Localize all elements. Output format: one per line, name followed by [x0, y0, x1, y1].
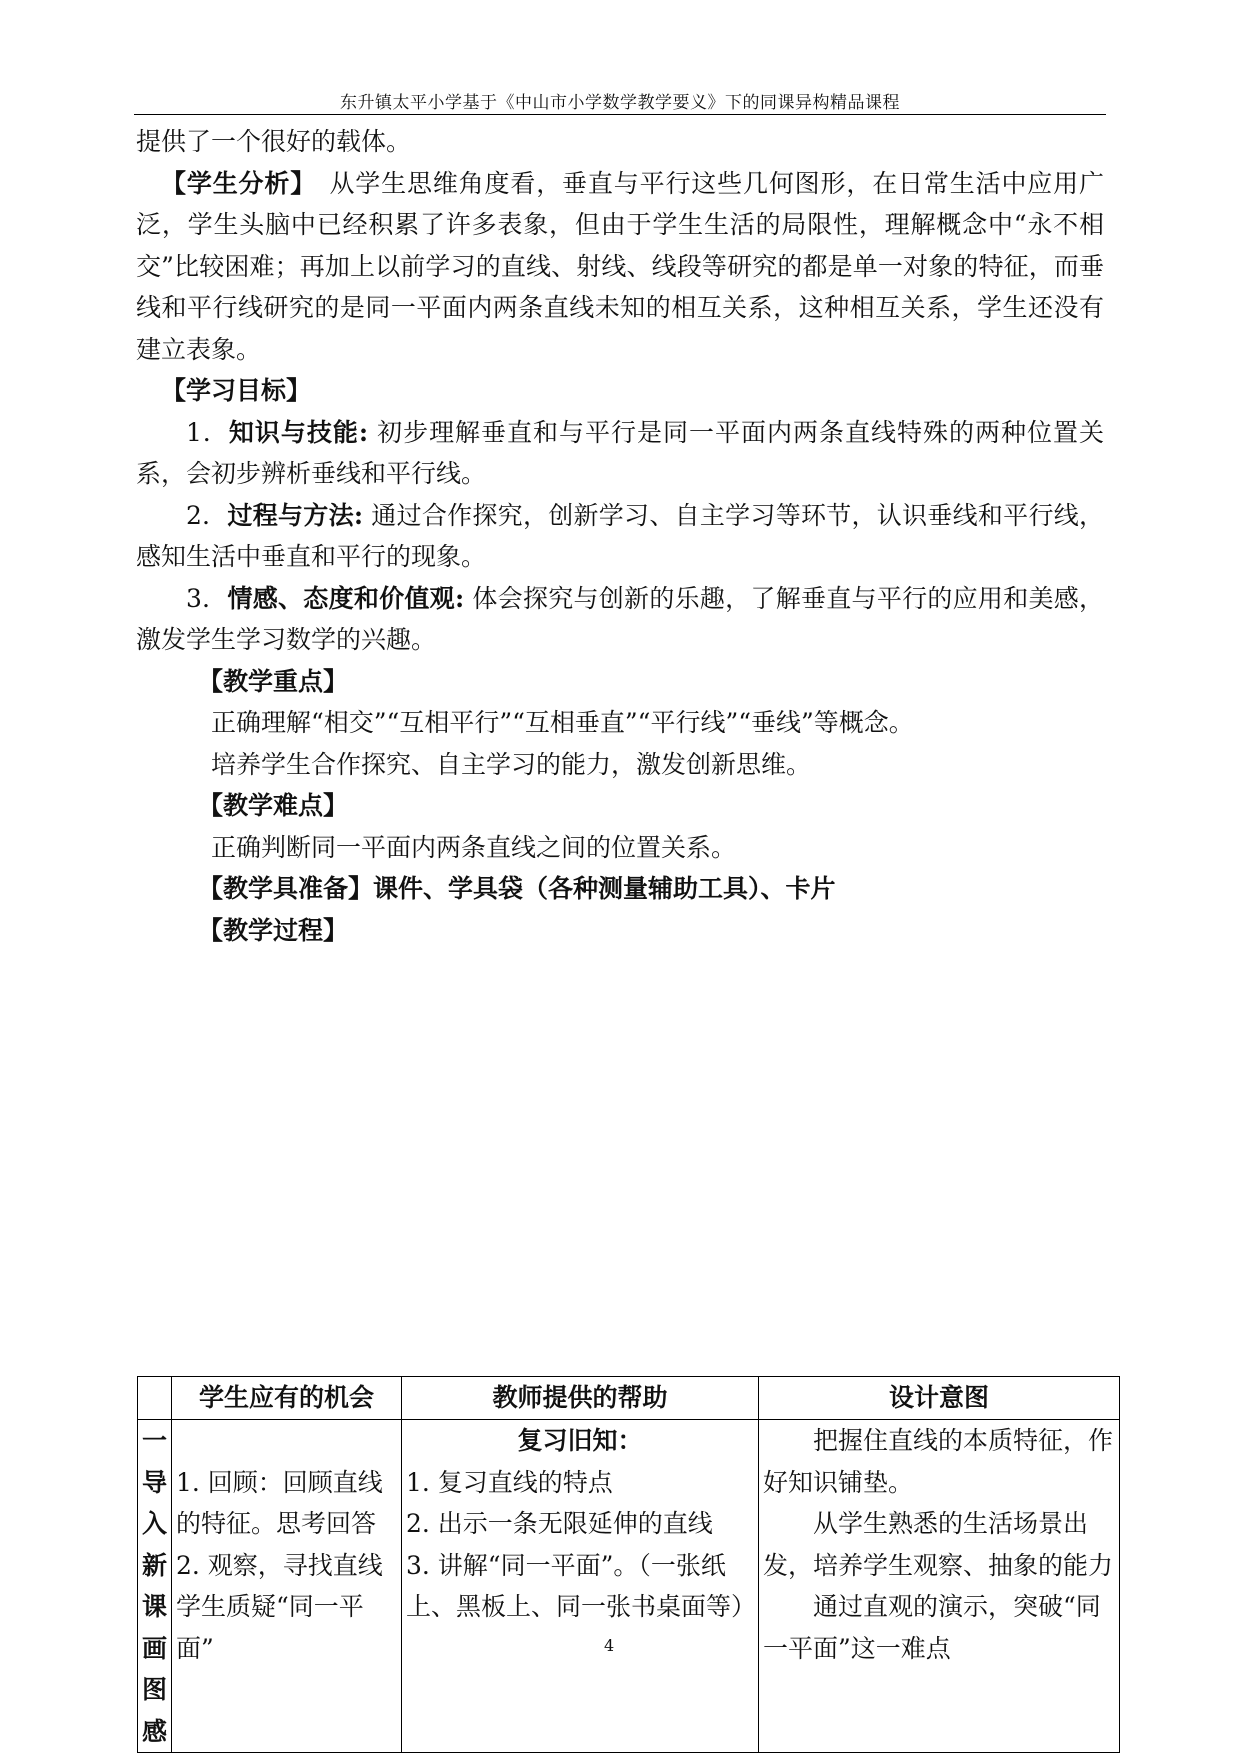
- page-number: 4: [604, 1636, 615, 1655]
- lesson-plan-table: [137, 1376, 1120, 1753]
- header-student: 学生应有的机会: [172, 1377, 402, 1420]
- page-header: 东升镇太平小学基于《中山市小学数学教学要义》下的同课异构精品课程: [340, 93, 900, 113]
- difficulty-text: 正确判断同一平面内两条直线之间的位置关系。: [211, 832, 737, 862]
- header-intent: 设计意图: [759, 1377, 1120, 1420]
- student-analysis-text: 从学生思维角度看，垂直与平行这些几何图形，在日常生活中应用广泛，学生头脑中已经积累了许多表象，但由于学生生活的局限性，理解概念中“永不相交”比较困难；再加上以前学习的直线、射线、线段等研究的都是单一对象的特征，而垂线和平行线研究的是同一平面内两条直线未知的相互关系，这种相互关系，学生还没有建立表象。: [136, 168, 1104, 364]
- header-rule: [134, 114, 1106, 115]
- goal-item-1: 1．知识与技能: 初步理解垂直和与平行是同一平面内两条直线特殊的两种位置关系，会初步辨析垂线和平行线。: [136, 417, 1104, 488]
- teacher-help-cell: 复习旧知： 1. 复习直线的特点 2. 出示一条无限延伸的直线 3. 讲解“同一平面”。（一张纸上、黑板上、同一张书桌面等） 4: [402, 1420, 759, 1753]
- student-analysis-paragraph: [136, 163, 1104, 371]
- goals-heading: 【学习目标】: [161, 376, 312, 405]
- key-point-1: 正确理解“相交”“互相平行”“互相垂直”“平行线”“垂线”等概念。: [211, 708, 914, 737]
- table-row: [138, 1420, 1120, 1753]
- header-stage-cell: [138, 1377, 172, 1420]
- document-body: [136, 121, 1104, 951]
- student-opportunity-cell: 1. 回顾：回顾直线的特征。思考回答 2. 观察，寻找直线 学生质疑“同一平面”: [172, 1420, 402, 1753]
- difficulty-heading: 【教学难点】: [198, 791, 349, 820]
- table-header-row: [138, 1377, 1120, 1420]
- student-analysis-label: 【学生分析】: [161, 168, 304, 198]
- key-point-2: 培养学生合作探究、自主学习的能力，激发创新思维。: [211, 749, 812, 779]
- stage-label: 一 导 入 新 课 画 图 感: [138, 1420, 172, 1753]
- materials-line: 【教学具准备】课件、学具袋（各种测量辅助工具）、卡片: [198, 874, 836, 903]
- paragraph-carryover: 提供了一个很好的载体。: [136, 127, 412, 156]
- goal-item-2: 2．过程与方法: 通过合作探究，创新学习、自主学习等环节，认识垂线和平行线，感知生活中垂直和平行的现象。: [136, 500, 1105, 571]
- key-points-heading: 【教学重点】: [198, 666, 349, 696]
- design-intent-cell: 把握住直线的本质特征，作好知识铺垫。 从学生熟悉的生活场景出发，培养学生观察、抽象的能力 通过直观的演示，突破“同一平面”这一难点: [759, 1420, 1120, 1753]
- process-heading: 【教学过程】: [198, 915, 349, 945]
- goal-item-3: 3．情感、态度和价值观: 体会探究与创新的乐趣，了解垂直与平行的应用和美感，激发学生学习数学的兴趣。: [136, 583, 1105, 654]
- header-teacher: 教师提供的帮助: [402, 1377, 759, 1420]
